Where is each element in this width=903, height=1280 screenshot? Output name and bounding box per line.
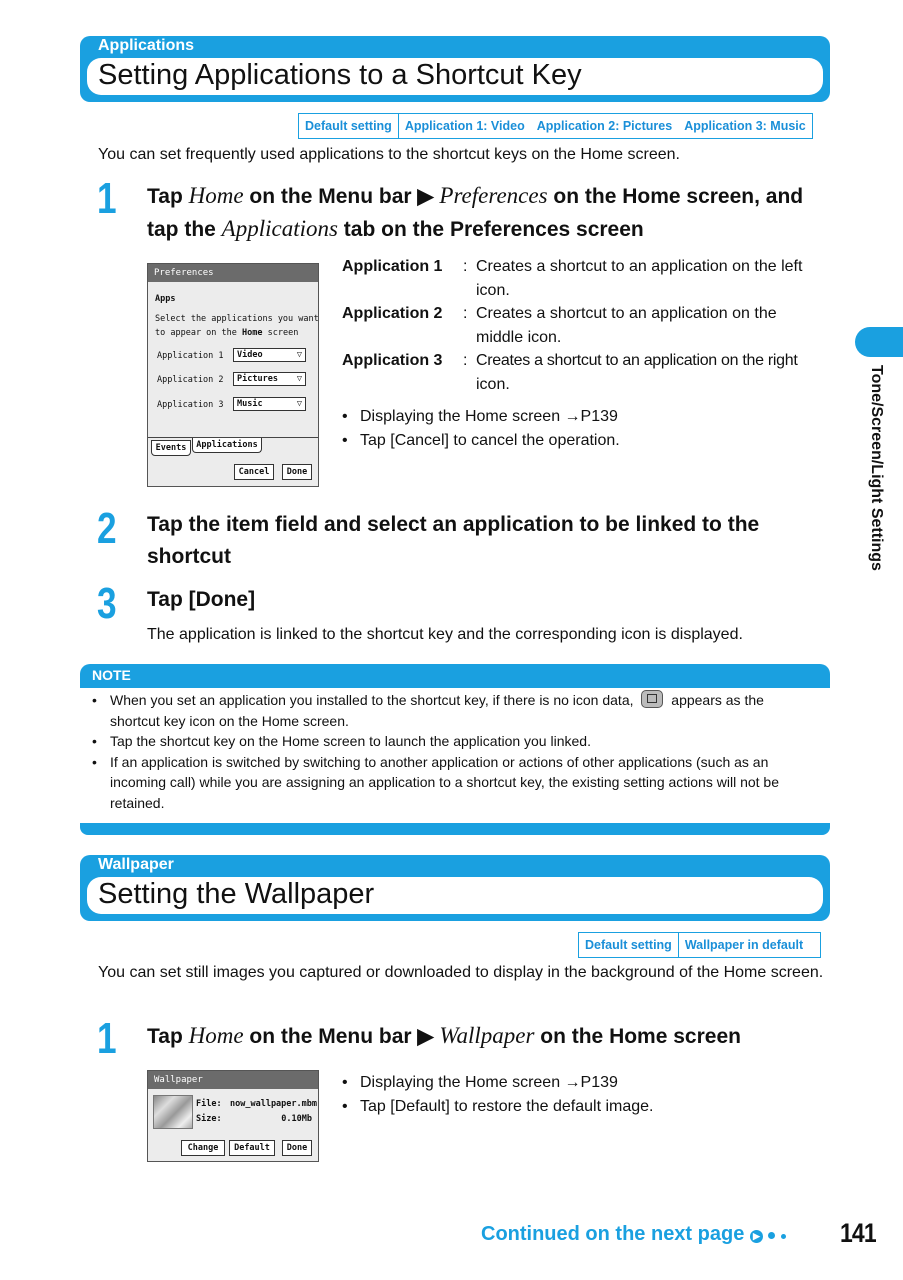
done-button[interactable]: Done: [282, 464, 312, 480]
section-category: Applications: [98, 37, 195, 54]
step-number: 1: [97, 1014, 115, 1063]
step-number: 2: [97, 504, 115, 553]
step-1-text: Tap Home on the Menu bar ▶ Preferences on the Home screen, and tap the Applications tab on the Preferences screen: [147, 183, 804, 241]
list-item: • Tap [Cancel] to cancel the operation.: [360, 429, 620, 453]
bullet-list: [342, 405, 620, 452]
continue-dots-icon: ▶: [750, 1222, 786, 1245]
screen-title: Preferences: [148, 264, 318, 282]
default-value-1: Application 1: Video: [404, 119, 525, 133]
chevron-down-icon: ▽: [296, 350, 302, 360]
change-button[interactable]: Change: [181, 1140, 225, 1156]
section-title: Setting Applications to a Shortcut Key: [98, 59, 582, 91]
arrow-right-icon: ▶: [417, 185, 434, 208]
note-header: [80, 664, 830, 688]
step-2-text: Tap the item field and select an application to be linked to the shortcut: [147, 513, 760, 568]
chevron-down-icon: ▽: [296, 399, 302, 409]
def-desc: Creates a shortcut to an application on the right: [476, 352, 798, 369]
note-label: NOTE: [92, 667, 131, 683]
cancel-button[interactable]: Cancel: [234, 464, 274, 480]
section-title: Setting the Wallpaper: [98, 878, 375, 910]
row-label: Application 2: [157, 375, 224, 385]
preferences-screenshot: [147, 263, 319, 487]
section-header-wallpaper: [80, 855, 830, 921]
file-label: File:: [196, 1099, 222, 1109]
note-footer-bar: [80, 823, 830, 835]
step-3-subtext: The application is linked to the shortcut key and the corresponding icon is displayed.: [147, 626, 743, 643]
side-tab-marker: [855, 327, 903, 357]
chevron-down-icon: ▽: [296, 374, 302, 384]
row-label: Application 3: [157, 400, 224, 410]
default-setting-label: Default setting: [299, 114, 399, 138]
default-setting-box: [298, 113, 813, 139]
default-value-3: Application 3: Music: [684, 119, 806, 133]
section-category: Wallpaper: [98, 856, 174, 873]
def-term: Application 2: [342, 305, 443, 322]
definition-list: Application 1 : Creates a shortcut to an application on the left icon. Application 2 : Creates a shortcut to an application on the middle icon. Application 3 : Creates a shortcut to an application on the right icon.: [342, 255, 832, 396]
step-number: 3: [97, 579, 115, 628]
def-desc: icon.: [476, 375, 510, 393]
size-value: 0.10Mb: [281, 1114, 312, 1124]
done-button[interactable]: Done: [282, 1140, 312, 1156]
step-1-text: Tap Home on the Menu bar ▶ Wallpaper on the Home screen: [147, 1023, 741, 1048]
default-value: Wallpaper in default: [684, 938, 804, 952]
row-label: Application 1: [157, 351, 224, 361]
wallpaper-screenshot: [147, 1070, 319, 1162]
def-desc: Creates a shortcut to an application on the left: [476, 258, 803, 275]
default-button[interactable]: Default: [229, 1140, 275, 1156]
page-number: 141: [840, 1218, 876, 1248]
size-label: Size:: [196, 1114, 222, 1124]
def-term: Application 3: [342, 352, 443, 369]
app3-select[interactable]: Music ▽: [233, 397, 306, 411]
arrow-right-icon: ▶: [417, 1025, 434, 1048]
def-desc: Creates a shortcut to an application on the: [476, 305, 777, 322]
step-3-text: Tap [Done]: [147, 588, 256, 611]
tab-events[interactable]: Events: [151, 440, 191, 456]
default-setting-label: Default setting: [579, 933, 679, 957]
wallpaper-thumbnail: [153, 1095, 193, 1129]
list-item: • Tap [Default] to restore the default image.: [360, 1095, 654, 1119]
description: Select the applications you want to appear on the Home screen: [155, 314, 319, 338]
intro-text: You can set frequently used applications to the shortcut keys on the Home screen.: [98, 146, 680, 163]
default-setting-box: [578, 932, 821, 958]
list-item: • When you set an application you installed to the shortcut key, if there is no icon data, appears as the shortcut key icon on the Home screen.: [110, 690, 810, 731]
file-value: now_wallpaper.mbm: [230, 1099, 317, 1109]
group-label: Apps: [155, 294, 176, 304]
def-desc: icon.: [476, 281, 510, 299]
list-item: • Tap the shortcut key on the Home screen to launch the application you linked.: [110, 731, 810, 752]
side-chapter-label: Tone/Screen/Light Settings: [868, 365, 885, 571]
default-value-2: Application 2: Pictures: [536, 119, 673, 133]
step-number: 1: [97, 174, 115, 223]
intro-text: You can set still images you captured or downloaded to display in the background of the Home screen.: [98, 964, 824, 981]
section-header-applications: [80, 36, 830, 102]
app1-select[interactable]: Video ▽: [233, 348, 306, 362]
list-item: • If an application is switched by switching to another application or actions of other applications (such as an incoming call) while you are assigning an application to a shortcut key, the existing setting actions will not be retained.: [110, 752, 810, 814]
app2-select[interactable]: Pictures ▽: [233, 372, 306, 386]
app-placeholder-icon: [641, 690, 663, 708]
def-desc: middle icon.: [476, 328, 562, 346]
note-list: [80, 690, 830, 813]
continued-text: Continued on the next page ▶: [481, 1222, 786, 1246]
bullet-list: [342, 1071, 654, 1118]
screen-title: Wallpaper: [148, 1071, 318, 1089]
list-item: • Displaying the Home screen →P139: [360, 405, 620, 429]
list-item: • Displaying the Home screen →P139: [360, 1071, 654, 1095]
def-term: Application 1: [342, 258, 443, 275]
tab-applications[interactable]: Applications: [192, 438, 262, 453]
